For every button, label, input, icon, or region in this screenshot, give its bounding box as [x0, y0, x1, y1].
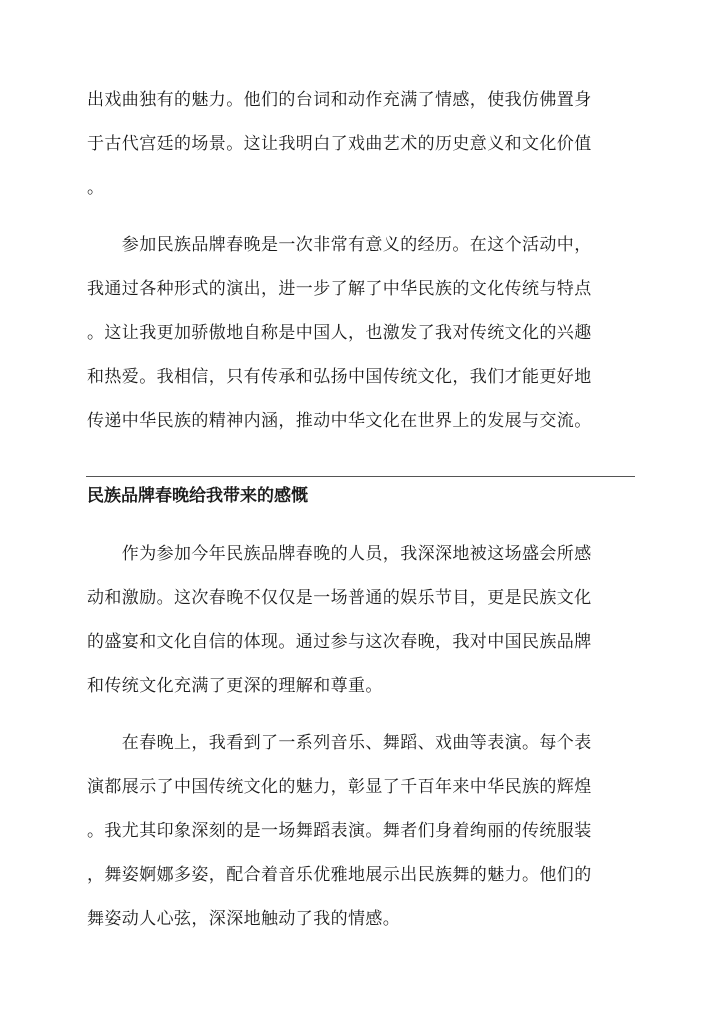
text-line: 的盛宴和文化自信的体现。通过参与这次春晚，我对中国民族品牌: [87, 632, 592, 652]
text-line: 和传统文化充满了更深的理解和尊重。: [87, 676, 383, 696]
text-line: 传递中华民族的精神内涵，推动中华文化在世界上的发展与交流。: [87, 411, 592, 431]
text-line: 出戏曲独有的魅力。他们的台词和动作充满了情感，使我仿佛置身: [87, 90, 592, 110]
text-line: 。: [87, 178, 105, 198]
text-line: 舞姿动人心弦，深深地触动了我的情感。: [87, 909, 401, 929]
text-line: 在春晚上，我看到了一系列音乐、舞蹈、戏曲等表演。每个表: [87, 733, 592, 753]
text-line: 作为参加今年民族品牌春晚的人员，我深深地被这场盛会所感: [87, 544, 592, 564]
text-line: 。这让我更加骄傲地自称是中国人，也激发了我对传统文化的兴趣: [87, 323, 592, 343]
text-line: ，舞姿婀娜多姿，配合着音乐优雅地展示出民族舞的魅力。他们的: [87, 865, 592, 885]
text-line: 我通过各种形式的演出，进一步了解了中华民族的文化传统与特点: [87, 279, 592, 299]
text-line: 参加民族品牌春晚是一次非常有意义的经历。在这个活动中，: [87, 235, 592, 255]
text-line: 动和激励。这次春晚不仅仅是一场普通的娱乐节目，更是民族文化: [87, 588, 592, 608]
section-divider: [86, 476, 635, 477]
text-line: 演都展示了中国传统文化的魅力，彰显了千百年来中华民族的辉煌: [87, 777, 592, 797]
text-line: 。我尤其印象深刻的是一场舞蹈表演。舞者们身着绚丽的传统服装: [87, 821, 592, 841]
text-line: 和热爱。我相信，只有传承和弘扬中国传统文化，我们才能更好地: [87, 367, 592, 387]
text-line: 于古代宫廷的场景。这让我明白了戏曲艺术的历史意义和文化价值: [87, 134, 592, 154]
section-title: 民族品牌春晚给我带来的感慨: [87, 486, 308, 506]
